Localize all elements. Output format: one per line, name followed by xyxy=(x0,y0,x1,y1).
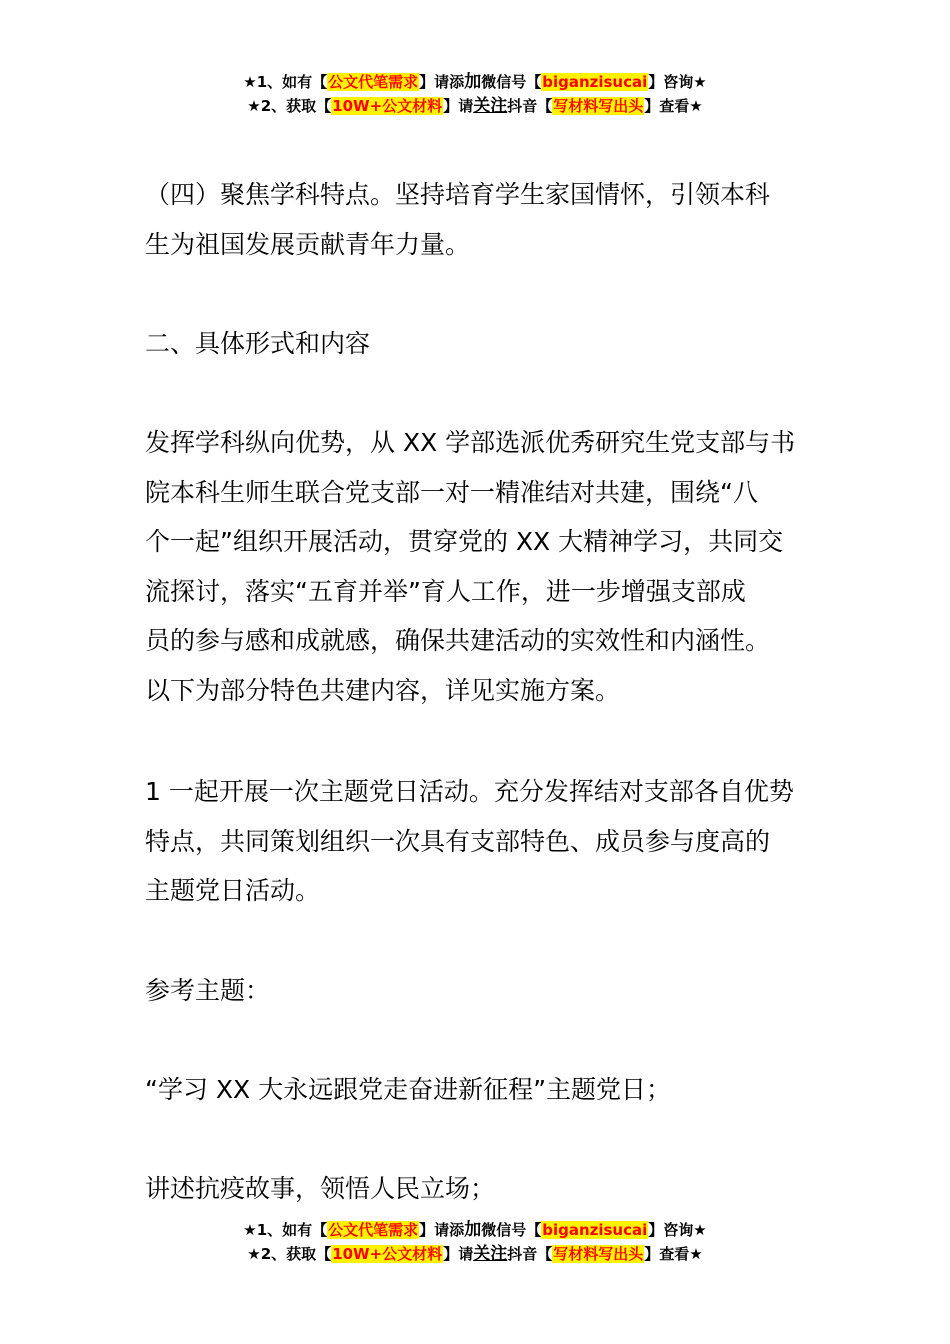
text-line: 生为祖国发展贡献青年力量。 xyxy=(145,229,471,259)
banner-highlight: 公文代笔需求 xyxy=(328,73,419,91)
banner-text: 】请添 xyxy=(419,73,465,91)
banner-text: ★2、获取【 xyxy=(247,1245,332,1263)
text-line: 发挥学科纵向优势，从 XX 学部选派优秀研究生党支部与书 xyxy=(145,428,796,457)
banner-text: 微信号【 xyxy=(481,73,542,91)
banner-text: 】查看★ xyxy=(644,97,703,115)
banner-text: 】请添 xyxy=(419,1221,465,1239)
text-line: 以下为部分特色共建内容，详见实施方案。 xyxy=(145,675,621,705)
banner-line-1 xyxy=(0,1218,950,1242)
paragraph-item-1 xyxy=(145,767,810,916)
banner-text: 微信号【 xyxy=(481,1221,542,1239)
banner-text: 】咨询★ xyxy=(648,73,707,91)
banner-wechat-id: biganzisucai xyxy=(542,1221,648,1239)
document-body xyxy=(145,170,810,269)
text-line: 特点，共同策划组织一次具有支部特色、成员参与度高的 xyxy=(145,826,771,856)
section-heading-2 xyxy=(145,319,810,369)
paragraph-topic-1 xyxy=(145,1065,810,1115)
text-line: 个一起”组织开展活动，贯穿党的 XX 大精神学习，共同交 xyxy=(145,527,784,556)
banner-text: 抖音【 xyxy=(507,1245,553,1263)
banner-emphasis: 加 xyxy=(464,72,482,92)
paragraph-focus-discipline xyxy=(145,170,810,269)
banner-highlight: 公文代笔需求 xyxy=(328,1221,419,1239)
banner-text: 】请 xyxy=(443,1245,474,1263)
banner-text: 】咨询★ xyxy=(648,1221,707,1239)
heading: 二、具体形式和内容 xyxy=(145,329,371,358)
banner-text: 】请 xyxy=(443,97,474,115)
banner-douyin-id: 写材料写出头 xyxy=(553,1245,644,1263)
banner-line-1 xyxy=(0,70,950,94)
banner-douyin-id: 写材料写出头 xyxy=(553,97,644,115)
text-line: 讲述抗疫故事，领悟人民立场； xyxy=(145,1174,496,1203)
text-line: 参考主题： xyxy=(145,976,271,1005)
text-line: 院本科生师生联合党支部一对一精准结对共建，围绕“八 xyxy=(145,477,758,507)
banner-text: ★1、如有【 xyxy=(243,1221,328,1239)
banner-emphasis: 加 xyxy=(464,1220,482,1240)
text-line: 流探讨，落实“五育并举”育人工作，进一步增强支部成 xyxy=(145,576,746,606)
paragraph-topic-2 xyxy=(145,1164,810,1214)
banner-wechat-id: biganzisucai xyxy=(542,73,648,91)
banner-highlight: 10W+公文材料 xyxy=(332,97,443,115)
banner-text: ★1、如有【 xyxy=(243,73,328,91)
header-banner xyxy=(0,70,950,118)
paragraph-forms xyxy=(145,418,810,715)
banner-emphasis: 关注 xyxy=(473,1244,508,1264)
text-line: “学习 XX 大永远跟党走奋进新征程”主题党日； xyxy=(145,1075,672,1104)
banner-highlight: 10W+公文材料 xyxy=(332,1245,443,1263)
banner-line-2 xyxy=(0,1242,950,1266)
text-line: 主题党日活动。 xyxy=(145,876,321,905)
banner-line-2 xyxy=(0,94,950,118)
footer-banner xyxy=(0,1218,950,1266)
text-line: （四）聚焦学科特点。坚持培育学生家国情怀，引领本科 xyxy=(145,180,771,209)
banner-text: ★2、获取【 xyxy=(247,97,332,115)
banner-emphasis: 关注 xyxy=(473,96,508,116)
paragraph-reference-topics xyxy=(145,966,810,1016)
text-line: 员的参与感和成就感，确保共建活动的实效性和内涵性。 xyxy=(145,626,771,655)
text-line: 1 一起开展一次主题党日活动。充分发挥结对支部各自优势 xyxy=(145,777,794,806)
banner-text: 抖音【 xyxy=(507,97,553,115)
banner-text: 】查看★ xyxy=(644,1245,703,1263)
